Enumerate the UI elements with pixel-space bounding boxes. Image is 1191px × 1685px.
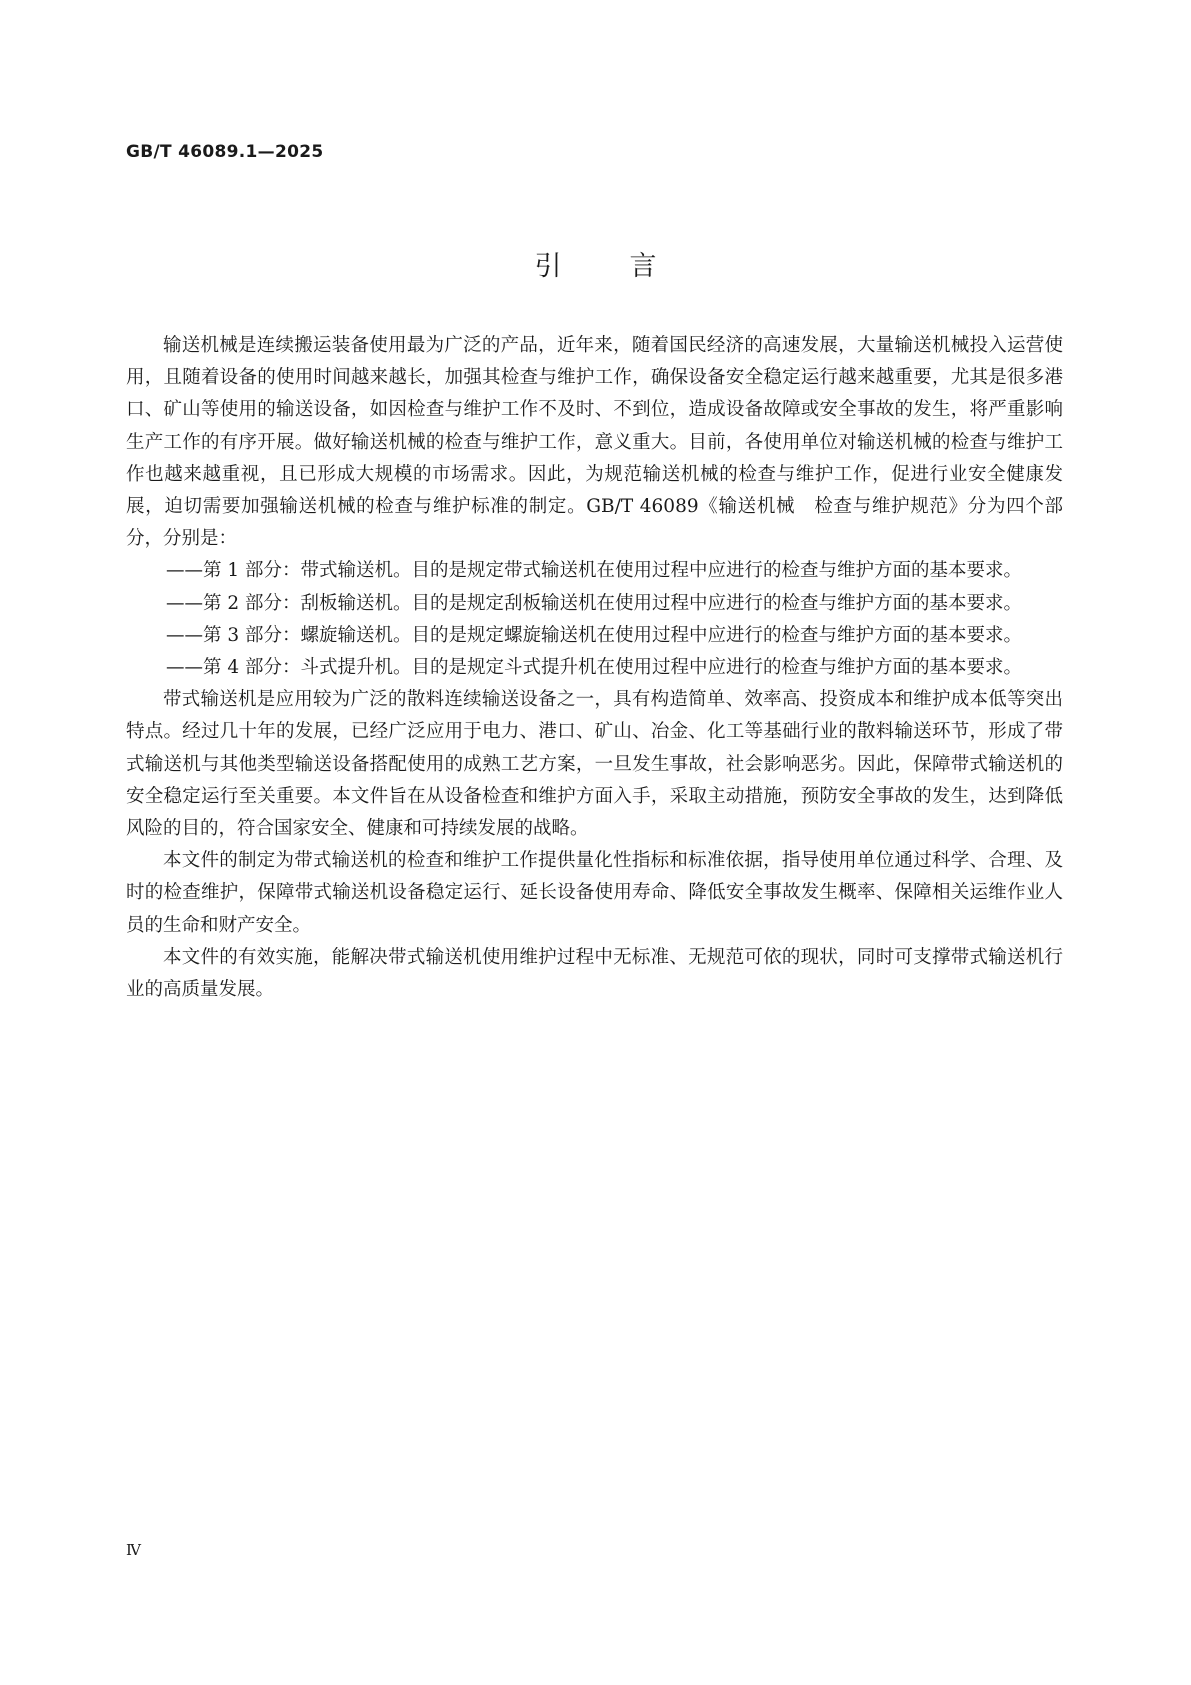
page-title: 引言 (534, 251, 725, 282)
document-body (126, 330, 1063, 1006)
part-list-item: ——第 4 部分：斗式提升机。目的是规定斗式提升机在使用过程中应进行的检查与维护方面的基本要求。 (166, 657, 1023, 679)
effect-paragraph: 本文件的有效实施，能解决带式输送机使用维护过程中无标准、无规范可依的现状，同时可支撑带式输送机行业的高质量发展。 (126, 946, 1063, 1001)
part-list-item: ——第 2 部分：刮板输送机。目的是规定刮板输送机在使用过程中应进行的检查与维护方面的基本要求。 (166, 592, 1023, 614)
belt-conveyor-paragraph: 带式输送机是应用较为广泛的散料连续输送设备之一，具有构造简单、效率高、投资成本和维护成本低等突出特点。经过几十年的发展，已经广泛应用于电力、港口、矿山、冶金、化工等基础行业的散料输送环节，形成了带式输送机与其他类型输送设备搭配使用的成熟工艺方案，一旦发生事故，社会影响恶劣。因此，保障带式输送机的安全稳定运行至关重要。本文件旨在从设备检查和维护方面入手，采取主动措施，预防安全事故的发生，达到降低风险的目的，符合国家安全、健康和可持续发展的战略。 (126, 689, 1063, 840)
intro-paragraph: 输送机械是连续搬运装备使用最为广泛的产品，近年来，随着国民经济的高速发展，大量输送机械投入运营使用，且随着设备的使用时间越来越长，加强其检查与维护工作，确保设备安全稳定运行越来越重要，尤其是很多港口、矿山等使用的输送设备，如因检查与维护工作不及时、不到位，造成设备故障或安全事故的发生，将严重影响生产工作的有序开展。做好输送机械的检查与维护工作，意义重大。目前，各使用单位对输送机械的检查与维护工作也越来越重视，且已形成大规模的市场需求。因此，为规范输送机械的检查与维护工作，促进行业安全健康发展，迫切需要加强输送机械的检查与维护标准的制定。GB/T 46089《输送机械 检查与维护规范》分为四个部分，分别是： (126, 335, 1063, 550)
part-list-item: ——第 3 部分：螺旋输送机。目的是规定螺旋输送机在使用过程中应进行的检查与维护方面的基本要求。 (166, 624, 1023, 646)
part-list-item: ——第 1 部分：带式输送机。目的是规定带式输送机在使用过程中应进行的检查与维护方面的基本要求。 (166, 560, 1023, 582)
page-number: Ⅳ (126, 1541, 141, 1559)
purpose-paragraph: 本文件的制定为带式输送机的检查和维护工作提供量化性指标和标准依据，指导使用单位通过科学、合理、及时的检查维护，保障带式输送机设备稳定运行、延长设备使用寿命、降低安全事故发生概率、保障相关运维作业人员的生命和财产安全。 (126, 850, 1063, 936)
standard-code: GB/T 46089.1—2025 (126, 142, 324, 162)
